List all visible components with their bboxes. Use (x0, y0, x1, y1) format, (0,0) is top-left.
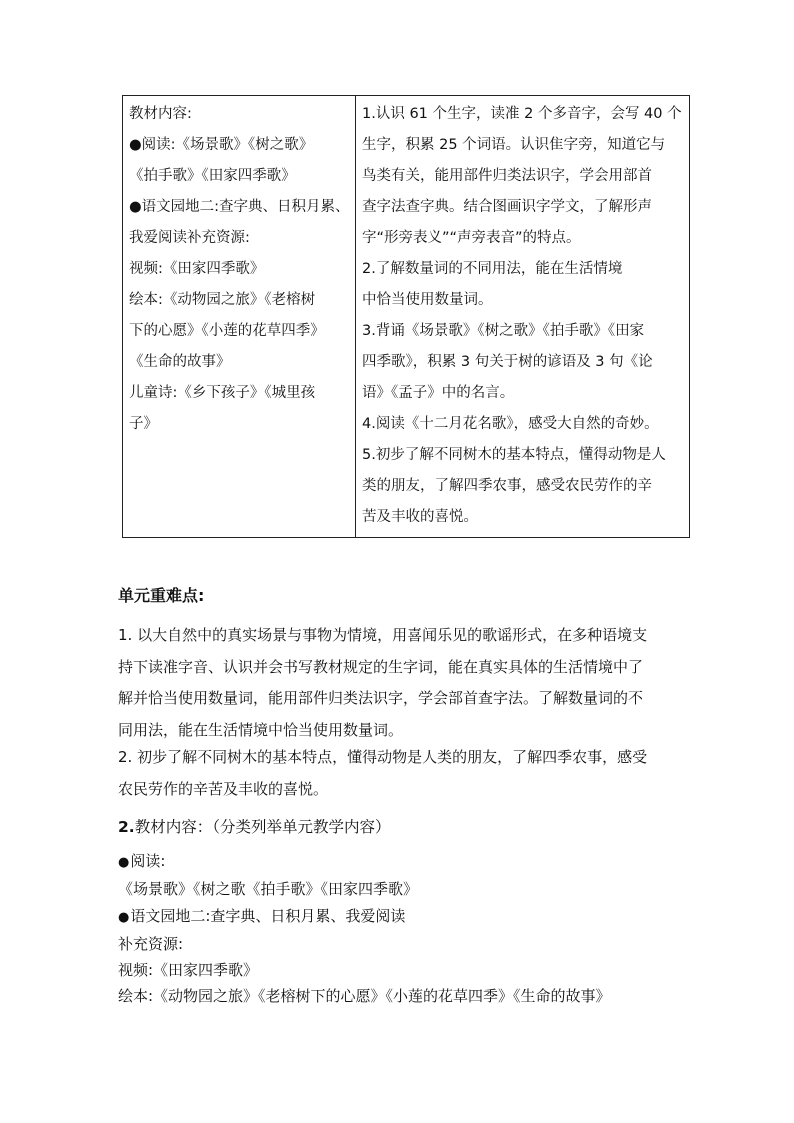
paragraph-line: 1. 以大自然中的真实场景与事物为情境，用喜闻乐见的歌谣形式，在多种语境支 (118, 626, 648, 644)
unit-key-points-heading: 单元重难点: (118, 586, 205, 605)
materials-heading (118, 814, 390, 840)
cell-line: 苦及丰收的喜悦。 (362, 509, 478, 525)
bullet-icon: ● (118, 855, 130, 870)
cell-line: 子》 (129, 416, 158, 432)
cell-line: 5.初步了解不同树木的基本特点，懂得动物是人 (362, 447, 666, 463)
list-item: 视频:《田家四季歌》 (118, 961, 259, 980)
bullet-icon: ● (118, 909, 130, 925)
cell-line: 下的心愿》《小莲的花草四季》 (129, 323, 325, 339)
cell-line: 我爱阅读补充资源: (129, 230, 250, 246)
cell-line: 教材内容: (129, 106, 192, 122)
cell-line: 《拍手歌》《田家四季歌》 (129, 168, 296, 184)
cell-line: 儿童诗:《乡下孩子》《城里孩 (129, 385, 316, 401)
list-item: 补充资源: (118, 934, 184, 953)
list-item-label: 语文园地二:查字典、日积月累、我爱阅读 (130, 906, 406, 925)
heading-number: 2. (118, 818, 135, 836)
list-item (118, 848, 688, 876)
paragraph-line: 农民劳作的辛苦及丰收的喜悦。 (118, 779, 329, 798)
list-item (118, 903, 688, 931)
content-table (122, 95, 690, 538)
cell-line: 3.背诵《场景歌》《树之歌》《拍手歌》《田家 (362, 323, 645, 339)
cell-line: 中恰当使用数量词。 (362, 292, 493, 308)
cell-line: 四季歌》，积累 3 句关于树的谚语及 3 句《论 (362, 354, 653, 370)
paragraph-line: 2. 初步了解不同树木的基本特点，懂得动物是人类的朋友，了解四季农事，感受 (118, 748, 648, 766)
materials-cell (123, 96, 356, 538)
cell-line: 视频:《田家四季歌》 (129, 261, 265, 277)
list-item: 《场景歌》《树之歌《拍手歌》《田家四季歌》 (118, 880, 419, 899)
cell-line: 4.阅读《十二月花名歌》，感受大自然的奇妙。 (362, 416, 659, 432)
objectives-cell (356, 96, 690, 538)
cell-line: ●语文园地二:查字典、日积月累、 (129, 199, 350, 215)
key-point-paragraph-2 (118, 742, 684, 805)
cell-line: 语》《孟子》中的名言。 (362, 385, 515, 401)
cell-line: 1.认识 61 个生字，读准 2 个多音字，会写 40 个 (362, 106, 682, 122)
key-point-paragraph-1 (118, 620, 684, 746)
cell-line: 字“形旁表义”“声旁表音”的特点。 (362, 230, 581, 246)
cell-line: 生字，积累 25 个词语。认识隹字旁，知道它与 (362, 137, 666, 153)
cell-line: 鸟类有关，能用部件归类法识字，学会用部首 (362, 168, 652, 184)
cell-line: 2.了解数量词的不同用法，能在生活情境 (362, 261, 623, 277)
list-item: 绘本:《动物园之旅》《老榕树下的心愿》《小莲的花草四季》《生命的故事》 (118, 987, 611, 1006)
list-item-label: 阅读: (130, 852, 166, 870)
heading-text: 教材内容：（分类列举单元教学内容） (134, 818, 391, 836)
table-row (123, 96, 690, 538)
cell-line: 绘本:《动物园之旅》《老榕树 (129, 292, 316, 308)
paragraph-line: 持下读准字音、认识并会书写教材规定的生字词，能在真实具体的生活情境中了 (118, 657, 644, 676)
cell-line: 类的朋友，了解四季农事，感受农民劳作的辛 (362, 478, 652, 494)
paragraph-line: 同用法，能在生活情境中恰当使用数量词。 (118, 720, 404, 739)
materials-list (118, 848, 688, 1010)
paragraph-line: 解并恰当使用数量词，能用部件归类法识字，学会部首查字法。了解数量词的不 (118, 689, 644, 707)
cell-line: 查字法查字典。结合图画识字学文，了解形声 (362, 199, 652, 215)
cell-line: 《生命的故事》 (129, 354, 231, 370)
cell-line: ●阅读:《场景歌》《树之歌》 (129, 137, 314, 153)
